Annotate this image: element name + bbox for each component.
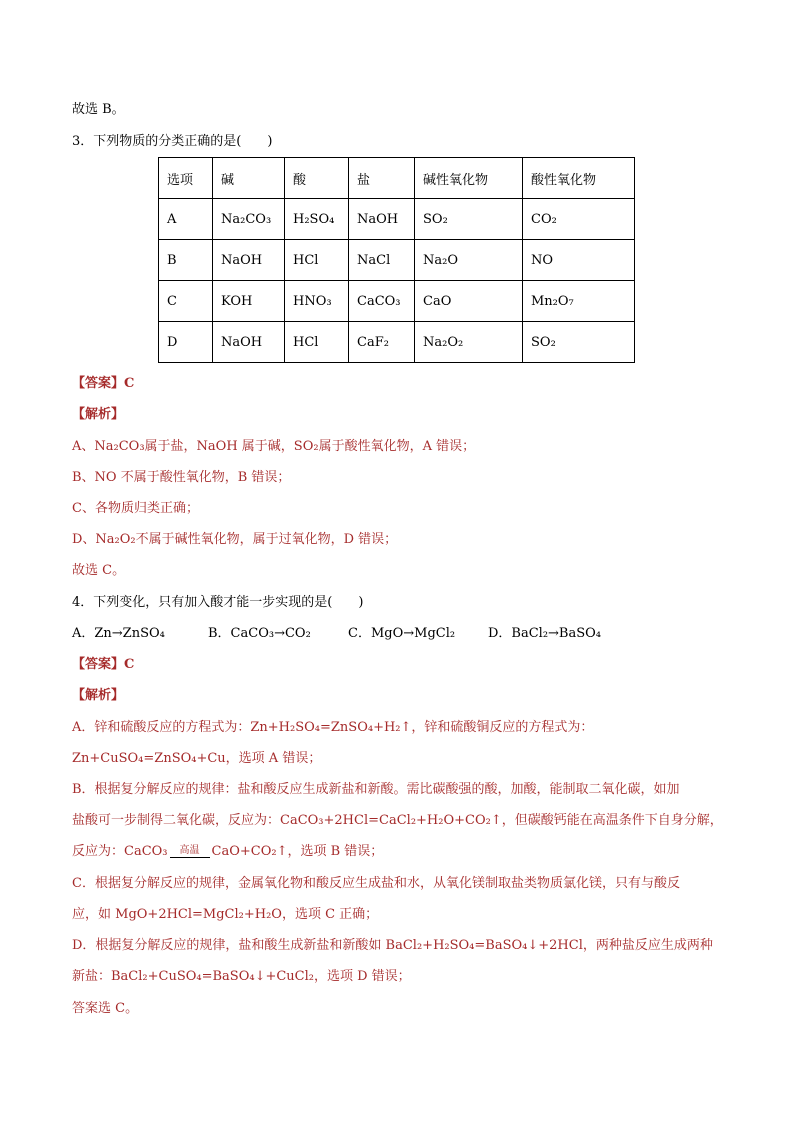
question-4-analysis-c-1: C．根据复分解反应的规律，金属氧化物和酸反应生成盐和水，从氧化镁制取盐类物质氯化镁，只有与酸反	[72, 876, 680, 891]
question-4-analysis-label: 【解析】	[72, 688, 125, 703]
table-cell: Mn₂O₇	[523, 281, 635, 322]
table-cell: NO	[523, 240, 635, 281]
question-3-analysis-d: D、Na₂O₂不属于碱性氧化物，属于过氧化物，D 错误；	[72, 532, 398, 547]
reaction-prefix: 反应为：CaCO₃	[72, 844, 168, 859]
table-cell: C	[159, 281, 213, 322]
table-header-cell: 盐	[349, 158, 415, 199]
question-4-final: 答案选 C。	[72, 1001, 139, 1016]
previous-final-answer: 故选 B。	[72, 102, 125, 117]
option-b: B．CaCO₃→CO₂	[208, 626, 311, 641]
table-cell: Na₂O	[415, 240, 523, 281]
question-3-final: 故选 C。	[72, 563, 126, 578]
table-cell: NaOH	[349, 199, 415, 240]
question-4-analysis-a-1: A．锌和硫酸反应的方程式为：Zn+H₂SO₄=ZnSO₄+H₂↑，锌和硫酸铜反应的方程式为：	[72, 720, 594, 735]
option-d: D．BaCl₂→BaSO₄	[488, 626, 602, 641]
table-cell: H₂SO₄	[285, 199, 349, 240]
high-temperature-condition: 高温	[170, 845, 210, 858]
table-cell: CaF₂	[349, 322, 415, 363]
table-cell: HCl	[285, 240, 349, 281]
table-row	[159, 199, 635, 240]
table-cell: NaOH	[213, 322, 285, 363]
table-row	[159, 281, 635, 322]
question-4-analysis-a-2: Zn+CuSO₄=ZnSO₄+Cu，选项 A 错误；	[72, 751, 322, 766]
table-cell: Na₂O₂	[415, 322, 523, 363]
table-header-cell: 选项	[159, 158, 213, 199]
table-row	[159, 240, 635, 281]
table-row	[159, 322, 635, 363]
reaction-suffix: CaO+CO₂↑，选项 B 错误；	[211, 844, 384, 859]
table-cell: HCl	[285, 322, 349, 363]
table-header-cell: 碱	[213, 158, 285, 199]
table-cell: A	[159, 199, 213, 240]
table-header-cell: 酸	[285, 158, 349, 199]
question-3-analysis-label: 【解析】	[72, 407, 125, 422]
option-a: A．Zn→ZnSO₄	[72, 626, 165, 641]
table-cell: KOH	[213, 281, 285, 322]
classification-table	[158, 157, 635, 363]
table-cell: NaCl	[349, 240, 415, 281]
question-4-analysis-b-3	[72, 842, 383, 862]
question-4-title: 4．下列变化，只有加入酸才能一步实现的是( )	[72, 595, 364, 610]
table-cell: B	[159, 240, 213, 281]
question-4-analysis-d-1: D．根据复分解反应的规律，盐和酸生成新盐和新酸如 BaCl₂+H₂SO₄=BaSO₄↓+2HCl，两种盐反应生成两种	[72, 938, 713, 953]
table-cell: SO₂	[415, 199, 523, 240]
table-cell: D	[159, 322, 213, 363]
question-3-analysis-c: C、各物质归类正确；	[72, 501, 199, 516]
table-cell: SO₂	[523, 322, 635, 363]
table-cell: NaOH	[213, 240, 285, 281]
table-cell: CaO	[415, 281, 523, 322]
question-4-options	[72, 624, 601, 644]
question-4-analysis-b-2: 盐酸可一步制得二氧化碳，反应为：CaCO₃+2HCl=CaCl₂+H₂O+CO₂↑，但碳酸钙能在高温条件下自身分解，	[72, 813, 723, 828]
question-3-answer: 【答案】C	[72, 376, 135, 391]
question-3-analysis-a: A、Na₂CO₃属于盐，NaOH 属于碱，SO₂属于酸性氧化物，A 错误；	[72, 439, 476, 454]
table-cell: CaCO₃	[349, 281, 415, 322]
option-c: C．MgO→MgCl₂	[348, 626, 456, 641]
table-header-cell: 碱性氧化物	[415, 158, 523, 199]
question-4-analysis-d-2: 新盐：BaCl₂+CuSO₄=BaSO₄↓+CuCl₂，选项 D 错误；	[72, 969, 411, 984]
question-4-analysis-c-2: 应，如 MgO+2HCl=MgCl₂+H₂O，选项 C 正确；	[72, 907, 379, 922]
question-4-answer: 【答案】C	[72, 657, 135, 672]
table-cell: HNO₃	[285, 281, 349, 322]
table-cell: Na₂CO₃	[213, 199, 285, 240]
table-cell: CO₂	[523, 199, 635, 240]
table-header-cell: 酸性氧化物	[523, 158, 635, 199]
question-3-title: 3．下列物质的分类正确的是( )	[72, 134, 273, 149]
table-header-row	[159, 158, 635, 199]
question-3-analysis-b: B、NO 不属于酸性氧化物，B 错误；	[72, 470, 291, 485]
question-4-analysis-b-1: B．根据复分解反应的规律：盐和酸反应生成新盐和新酸。需比碳酸强的酸，加酸，能制取二氧化碳，如加	[72, 782, 680, 797]
